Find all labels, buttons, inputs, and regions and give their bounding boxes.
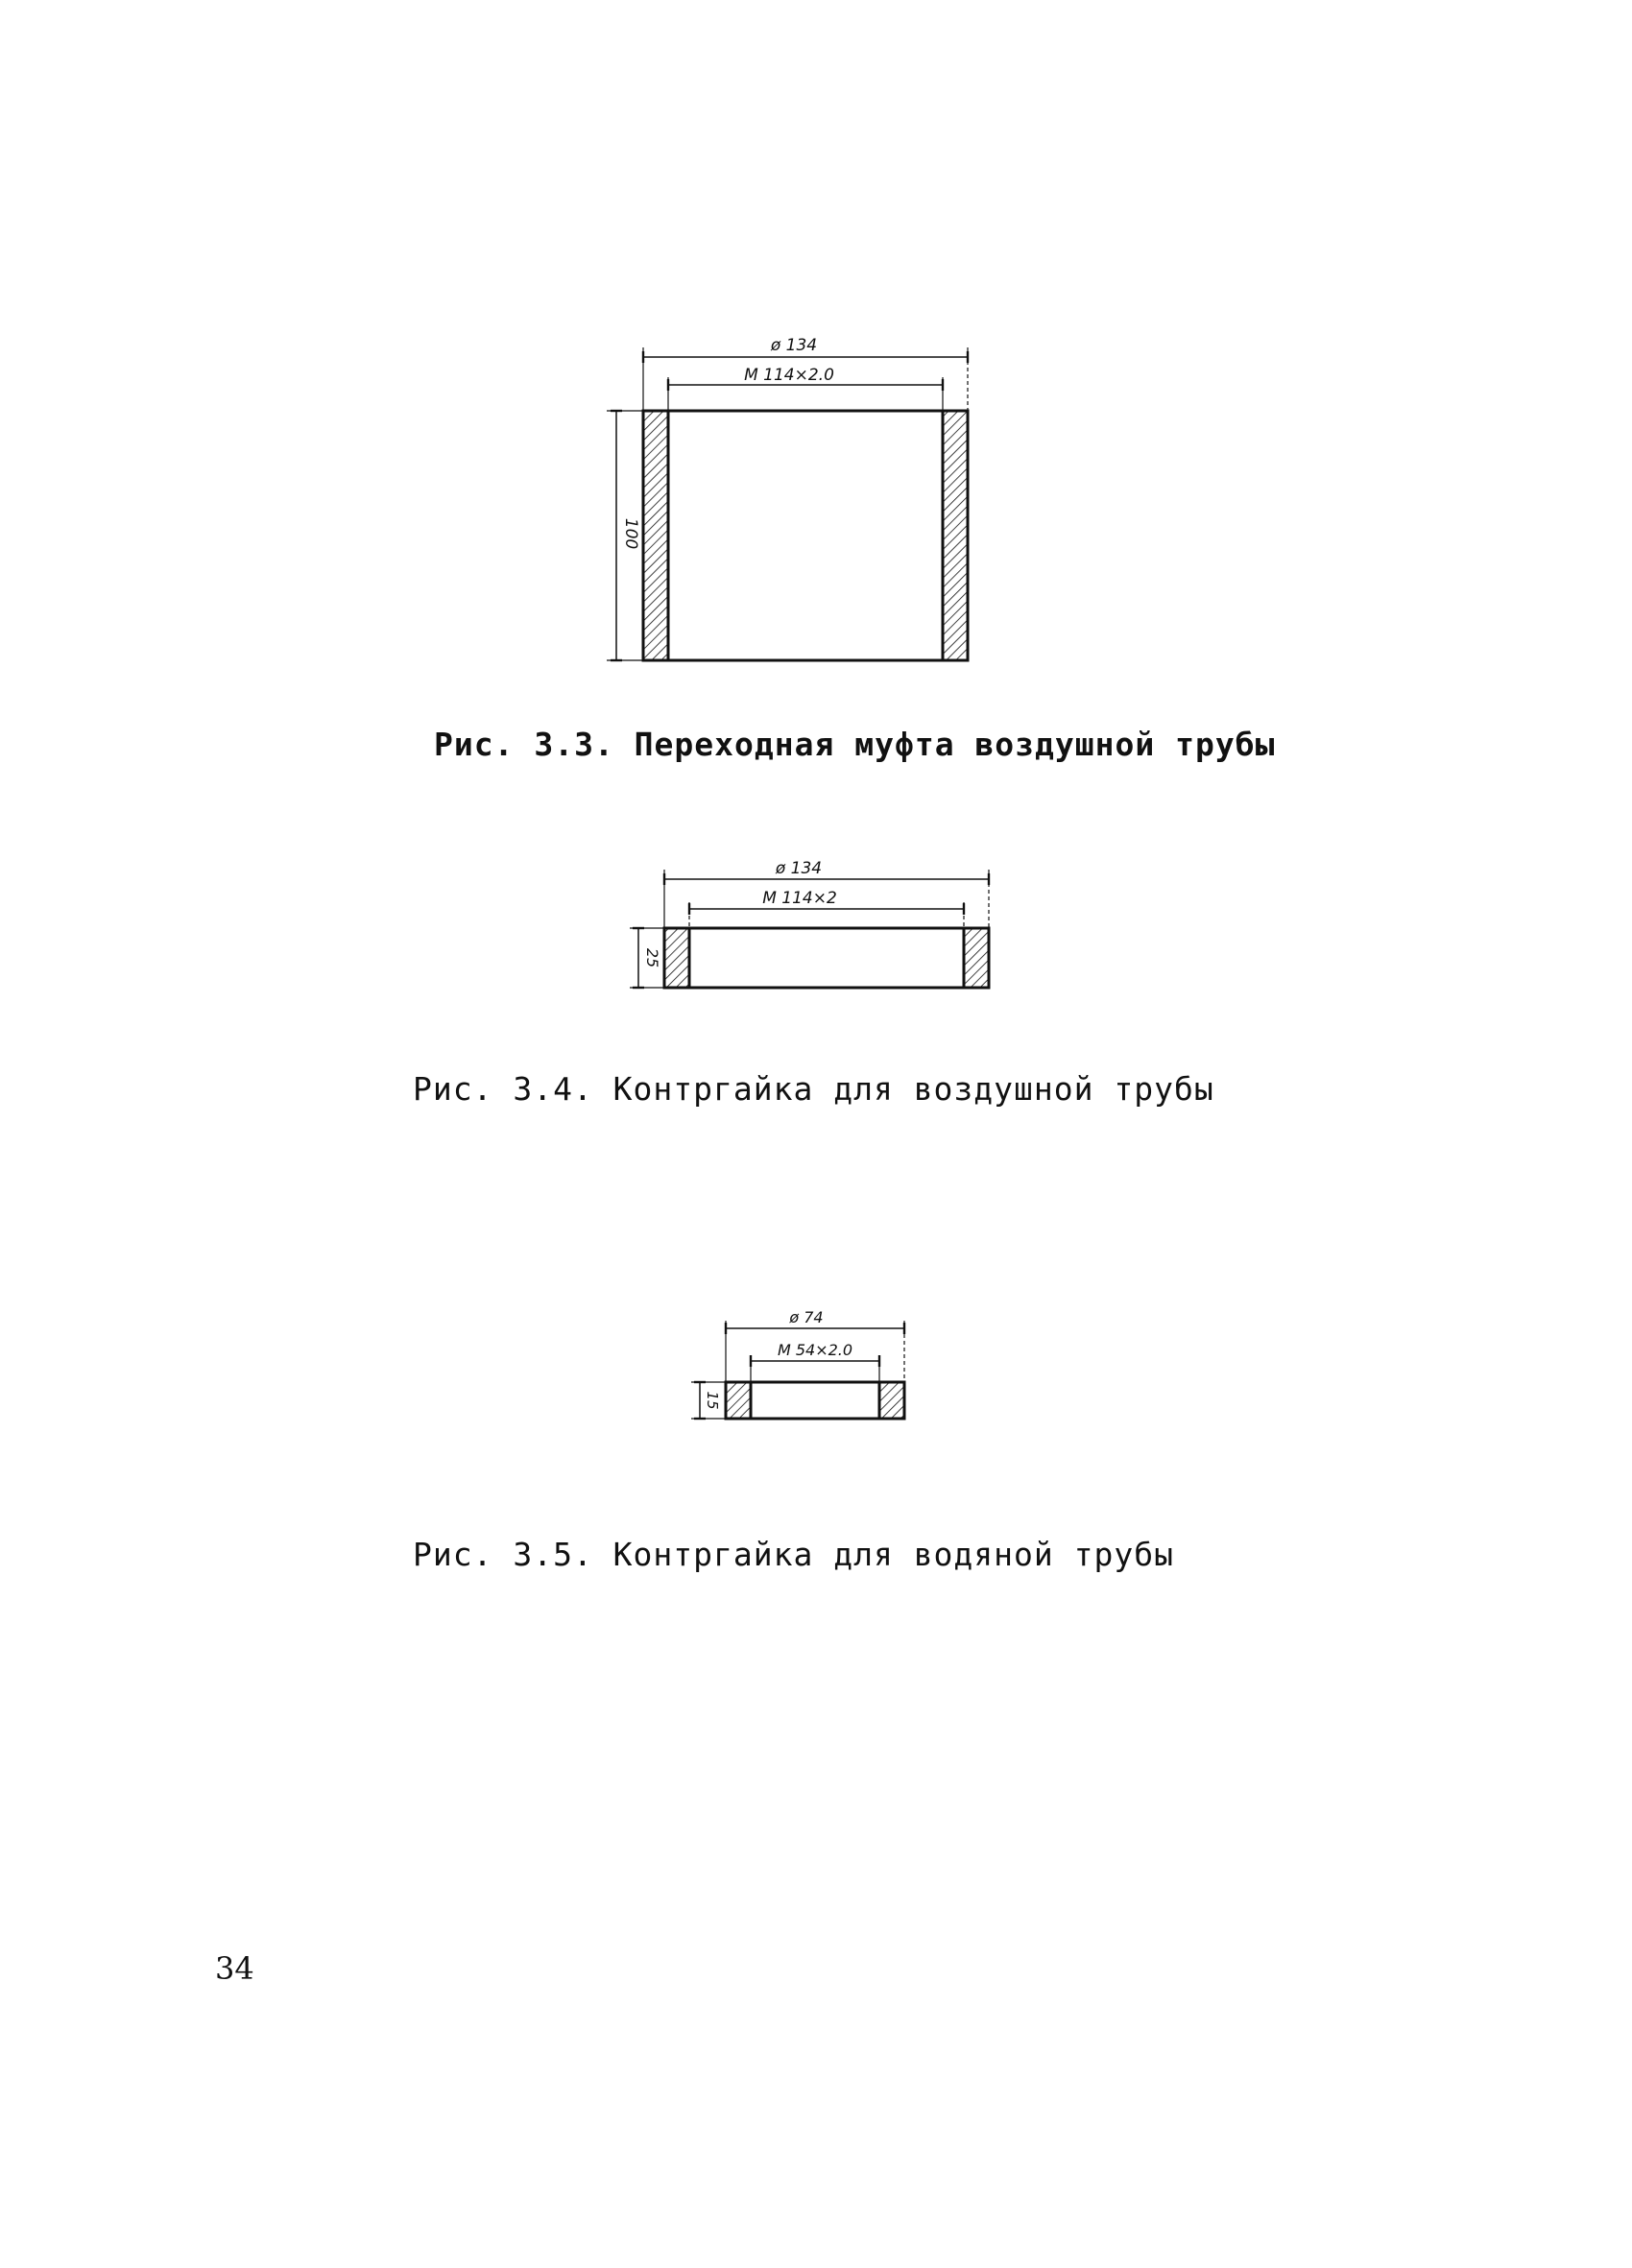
coupling-wall-left: [643, 411, 668, 660]
fig33-height: 100: [621, 517, 640, 550]
figure-3-5-drawing: [691, 1308, 904, 1419]
fig33-outer-diameter: ø 134: [770, 336, 818, 355]
nut-outline-water: [726, 1382, 904, 1419]
fig35-outer-diameter: ø 74: [789, 1308, 824, 1326]
page-number: 34: [215, 1950, 254, 1987]
nut-wall-left-water: [726, 1382, 751, 1419]
nut-wall-right-water: [879, 1382, 904, 1419]
nut-wall-right-air: [964, 928, 989, 988]
figure-3-4-caption: Рис. 3.4. Контргайка для воздушной трубы: [413, 1070, 1214, 1108]
figure-3-4-drawing: [630, 859, 989, 988]
figure-3-5-caption: Рис. 3.5. Контргайка для водяной трубы: [413, 1536, 1174, 1573]
fig34-thread: M 114×2: [762, 889, 837, 908]
fig34-outer-diameter: ø 134: [775, 859, 823, 878]
nut-outline-air: [664, 928, 989, 988]
figure-3-3-caption: Рис. 3.3. Переходная муфта воздушной трубы: [434, 726, 1276, 763]
figure-3-3-drawing: [607, 336, 968, 660]
fig34-height: 25: [643, 947, 661, 968]
fig35-thread: M 54×2.0: [777, 1341, 853, 1359]
nut-wall-left-air: [664, 928, 689, 988]
fig35-height: 15: [704, 1391, 721, 1410]
fig33-thread: M 114×2.0: [744, 366, 834, 385]
coupling-outline: [643, 411, 968, 660]
coupling-wall-right: [943, 411, 968, 660]
